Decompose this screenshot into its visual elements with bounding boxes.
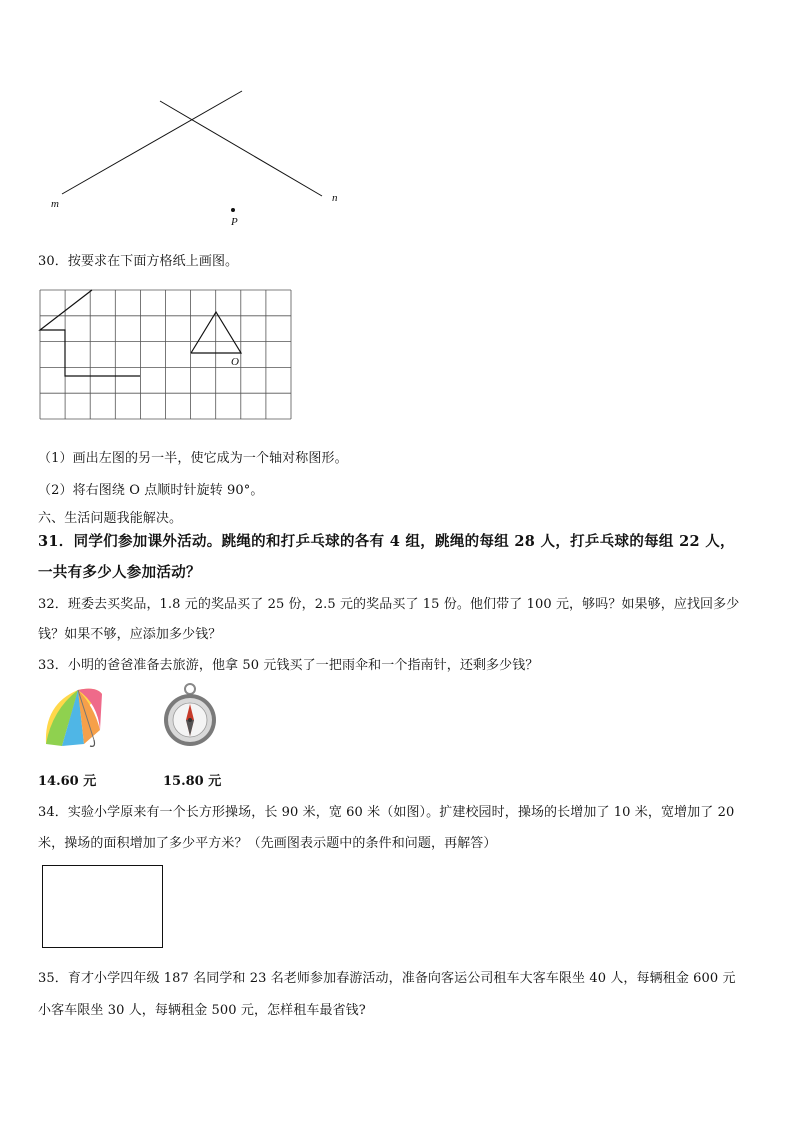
compass-icon bbox=[160, 682, 220, 752]
section6-title: 六、生活问题我能解决。 bbox=[38, 511, 183, 526]
umbrella-price: 14.60 元 bbox=[38, 774, 97, 789]
q30-sub1: （1）画出左图的另一半，使它成为一个轴对称图形。 bbox=[38, 451, 348, 466]
q34-line2: 米，操场的面积增加了多少平方米？（先画图表示题中的条件和问题，再解答） bbox=[38, 836, 497, 851]
playground-rectangle bbox=[42, 865, 163, 948]
q32-line2: 钱？如果不够，应添加多少钱？ bbox=[38, 627, 222, 642]
compass-price: 15.80 元 bbox=[163, 774, 222, 789]
q32-line1: 32．班委去买奖品，1.8 元的奖品买了 25 份，2.5 元的奖品买了 15 份。他们带了 100 元，够吗？如果够，应找回多少 bbox=[38, 597, 740, 612]
q34-line1: 34．实验小学原来有一个长方形操场，长 90 米，宽 60 米（如图）。扩建校园时，操场的长增加了 10 米，宽增加了 20 bbox=[38, 805, 735, 820]
line-n bbox=[160, 101, 322, 196]
label-p: P bbox=[231, 216, 238, 228]
q31-line2: 一共有多少人参加活动？ bbox=[38, 564, 201, 581]
intersecting-lines-figure bbox=[0, 0, 794, 240]
q35-line1: 35．育才小学四年级 187 名同学和 23 名老师参加春游活动，准备向客运公司租车大客车限坐 40 人，每辆租金 600 元 bbox=[38, 971, 736, 986]
q33-text: 33．小明的爸爸准备去旅游，他拿 50 元钱买了一把雨伞和一个指南针，还剩多少钱？ bbox=[38, 658, 539, 673]
line-m bbox=[62, 91, 242, 194]
q31-line1: 31．同学们参加课外活动。跳绳的和打乒乓球的各有 4 组，跳绳的每组 28 人，打乒乓球的每组 22 人， bbox=[38, 533, 735, 550]
q30-sub2: （2）将右图绕 O 点顺时针旋转 90°。 bbox=[38, 483, 264, 498]
grid-paper bbox=[40, 290, 300, 430]
label-o: O bbox=[231, 356, 239, 368]
q30-text: 30．按要求在下面方格纸上画图。 bbox=[38, 254, 239, 269]
umbrella-icon bbox=[38, 684, 108, 754]
label-m: m bbox=[51, 198, 59, 210]
q35-line2: 小客车限坐 30 人，每辆租金 500 元，怎样租车最省钱? bbox=[38, 1003, 366, 1018]
label-n: n bbox=[332, 192, 338, 204]
point-p bbox=[231, 208, 235, 212]
